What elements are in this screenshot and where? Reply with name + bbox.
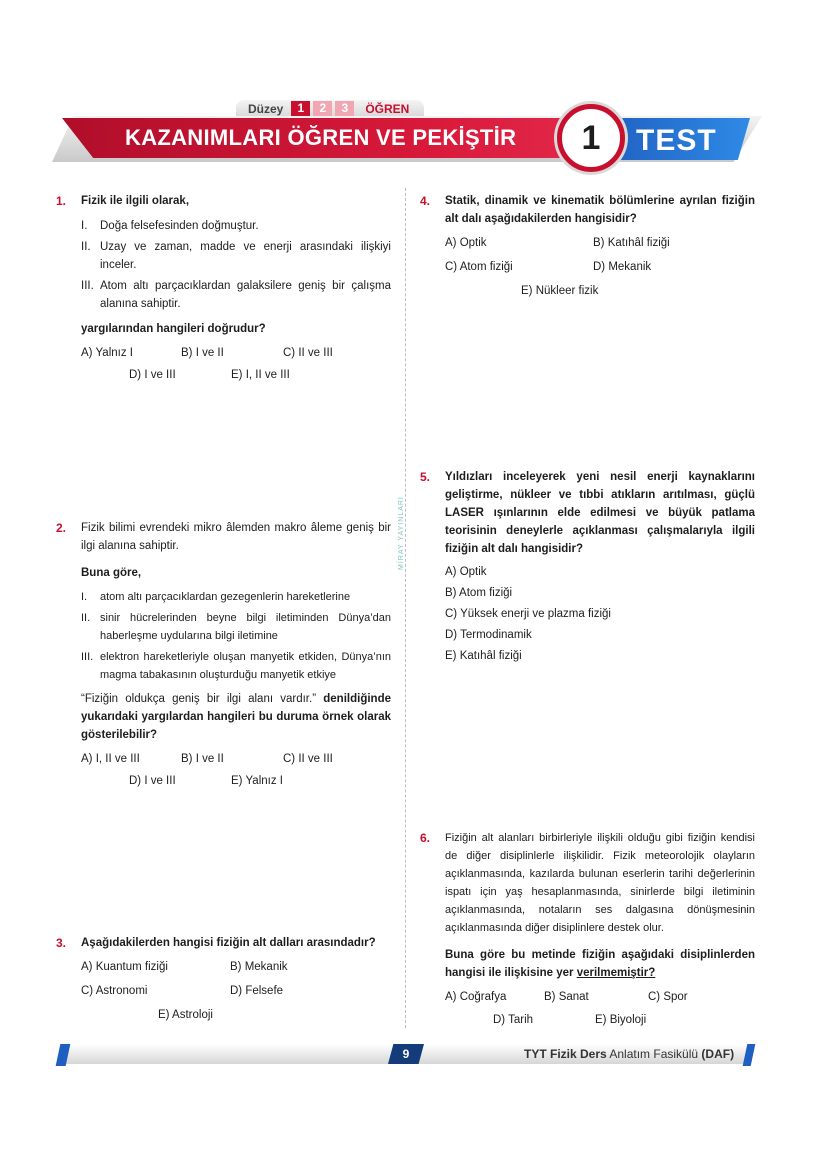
- option-b[interactable]: B) Sanat: [544, 991, 589, 1003]
- page-title: KAZANIMLARI ÖĞREN VE PEKİŞTİR: [125, 125, 517, 150]
- option-d[interactable]: D) I ve III: [129, 369, 176, 381]
- option-c[interactable]: C) Spor: [648, 991, 688, 1003]
- option-e[interactable]: E) Biyoloji: [595, 1014, 647, 1026]
- option-d[interactable]: D) Mekanik: [593, 261, 652, 273]
- test-number: 1: [581, 119, 601, 157]
- question-stem: Aşağıdakilerden hangisi fiziğin alt dalları arasındadır?: [81, 937, 376, 949]
- answer-options: [81, 750, 391, 772]
- option-e[interactable]: E) Yalnız I: [231, 775, 283, 787]
- option-a[interactable]: A) Kuantum fiziği: [81, 961, 168, 973]
- option-d[interactable]: D) Tarih: [493, 1014, 534, 1026]
- book-title: TYT Fizik Ders Anlatım Fasikülü (DAF): [524, 1047, 735, 1061]
- answer-options: [81, 1006, 396, 1028]
- negation-emphasis: verilmemiştir?: [576, 967, 656, 979]
- option-a[interactable]: A) Yalnız I: [81, 347, 133, 359]
- statement-2: II. Uzay ve zaman, madde ve enerji arasındaki ilişkiyi inceler.: [81, 241, 391, 271]
- option-e[interactable]: E) I, II ve III: [231, 369, 290, 381]
- level-1-badge: 1: [291, 101, 310, 116]
- level-2-badge: 2: [313, 101, 332, 116]
- option-b[interactable]: B) Atom fiziği: [445, 587, 513, 599]
- option-c[interactable]: C) Astronomi: [81, 985, 148, 997]
- option-d[interactable]: D) Termodinamik: [445, 629, 532, 641]
- answer-options: [81, 366, 391, 388]
- publisher-watermark: MİRAY YAYINLARI: [398, 496, 405, 570]
- answer-options: [445, 1011, 755, 1033]
- option-a[interactable]: A) Optik: [445, 566, 487, 578]
- question-prompt: yargılarından hangileri doğrudur?: [81, 323, 266, 335]
- statement-1: I. Doğa felsefesinden doğmuştur.: [81, 220, 259, 232]
- option-b[interactable]: B) I ve II: [181, 753, 224, 765]
- option-c[interactable]: C) II ve III: [283, 347, 333, 359]
- question-6: [420, 829, 755, 1033]
- question-stem: Fizik bilimi evrendeki mikro âlemden makro âleme geniş bir ilgi alanına sahiptir.: [81, 522, 391, 552]
- answer-options: [81, 958, 396, 982]
- statement-1: I. atom altı parçacıklardan gezegenlerin hareketlerine: [81, 591, 351, 603]
- answer-options: [445, 563, 755, 665]
- question-5: [420, 468, 755, 668]
- level-label: Düzey: [248, 101, 284, 116]
- option-c[interactable]: C) II ve III: [283, 753, 333, 765]
- option-b[interactable]: B) I ve II: [181, 347, 224, 359]
- page-number: 9: [402, 1047, 410, 1061]
- answer-options: [445, 234, 755, 258]
- test-number-badge: [557, 104, 625, 172]
- test-label: TEST: [636, 124, 717, 157]
- level-suffix: ÖĞREN: [365, 101, 410, 116]
- answer-options: [81, 772, 391, 794]
- question-stem: Fizik ile ilgili olarak,: [81, 195, 190, 207]
- question-lead: Buna göre,: [81, 567, 142, 579]
- option-b[interactable]: B) Katıhâl fiziği: [593, 237, 670, 249]
- option-a[interactable]: A) Optik: [445, 237, 487, 249]
- question-4: [420, 192, 755, 304]
- option-e[interactable]: E) Katıhâl fiziği: [445, 650, 522, 662]
- option-b[interactable]: B) Mekanik: [230, 961, 288, 973]
- statement-2: II. sinir hücrelerinden beyne bilgi iletiminden Dünya’dan haberleşme uydularına bilgi iletimine: [81, 612, 391, 642]
- question-number: 6.: [420, 831, 431, 845]
- question-prompt: Buna göre bu metinde fiziğin aşağıdaki disiplinlerden hangisi ile ilişkisine yer verilmemiştir?: [445, 949, 755, 979]
- question-stem: Yıldızları inceleyerek yeni nesil enerji kaynaklarını geliştirme, nükleer ve tıbbi atıkların arıtılması, güçlü LASER ışınlarının elde edilmesi ve büyük patlama teorisinin deneylerle açıklanması çalışmalarıyla ilgili fiziğin alt dalı hangisidir?: [445, 471, 755, 555]
- option-d[interactable]: D) I ve III: [129, 775, 176, 787]
- answer-options: [445, 258, 755, 282]
- option-e[interactable]: E) Astroloji: [158, 1009, 213, 1021]
- level-3-badge: 3: [335, 101, 354, 116]
- column-divider: [405, 188, 406, 1028]
- question-prompt: “Fiziğin oldukça geniş bir ilgi alanı vardır.” denildiğinde yukarıdaki yargılardan hangileri bu duruma örnek olarak gösterilebilir?: [81, 693, 391, 741]
- option-a[interactable]: A) Coğrafya: [445, 991, 507, 1003]
- option-e[interactable]: E) Nükleer fizik: [521, 285, 599, 297]
- statement-3: III. Atom altı parçacıklardan galaksilere geniş bir çalışma alanına sahiptir.: [81, 280, 391, 310]
- answer-options: [81, 344, 391, 366]
- question-number: 1.: [56, 194, 67, 208]
- option-c[interactable]: C) Yüksek enerji ve plazma fiziği: [445, 608, 611, 620]
- question-3: [56, 934, 396, 1028]
- question-number: 3.: [56, 936, 67, 950]
- question-number: 4.: [420, 194, 431, 208]
- statement-3: III. elektron hareketleriyle oluşan manyetik etkiden, Dünya’nın magma tabakasının oluşturduğu manyetik etkiye: [81, 651, 391, 681]
- question-stem: Fiziğin alt alanları birbirleriyle ilişkili olduğu gibi fiziğin kendisi de diğer disiplinlerle ilişkilidir. Fizik meteorolojik olayların açıklanmasında, kazılarda bulunan eserlerin tarihi değerlerinin ispatı için yaş hesaplanmasında, sinirlerde bilgi iletiminin açıklanmasında, notaların ses dalgasına dönüşmesinin açıklanmasında diğer disiplinlere destek olur.: [445, 832, 755, 934]
- answer-options: [445, 988, 755, 1011]
- option-a[interactable]: A) I, II ve III: [81, 753, 140, 765]
- option-c[interactable]: C) Atom fiziği: [445, 261, 513, 273]
- question-number: 5.: [420, 470, 431, 484]
- answer-options: [445, 282, 755, 304]
- option-d[interactable]: D) Felsefe: [230, 985, 284, 997]
- answer-options: [81, 982, 396, 1006]
- level-indicator: [236, 100, 424, 117]
- question-stem: Statik, dinamik ve kinematik bölümlerine ayrılan fiziğin alt dalı aşağıdakilerden hangisidir?: [445, 195, 755, 225]
- question-number: 2.: [56, 521, 67, 535]
- question-2: [56, 519, 391, 794]
- question-1: [56, 192, 391, 388]
